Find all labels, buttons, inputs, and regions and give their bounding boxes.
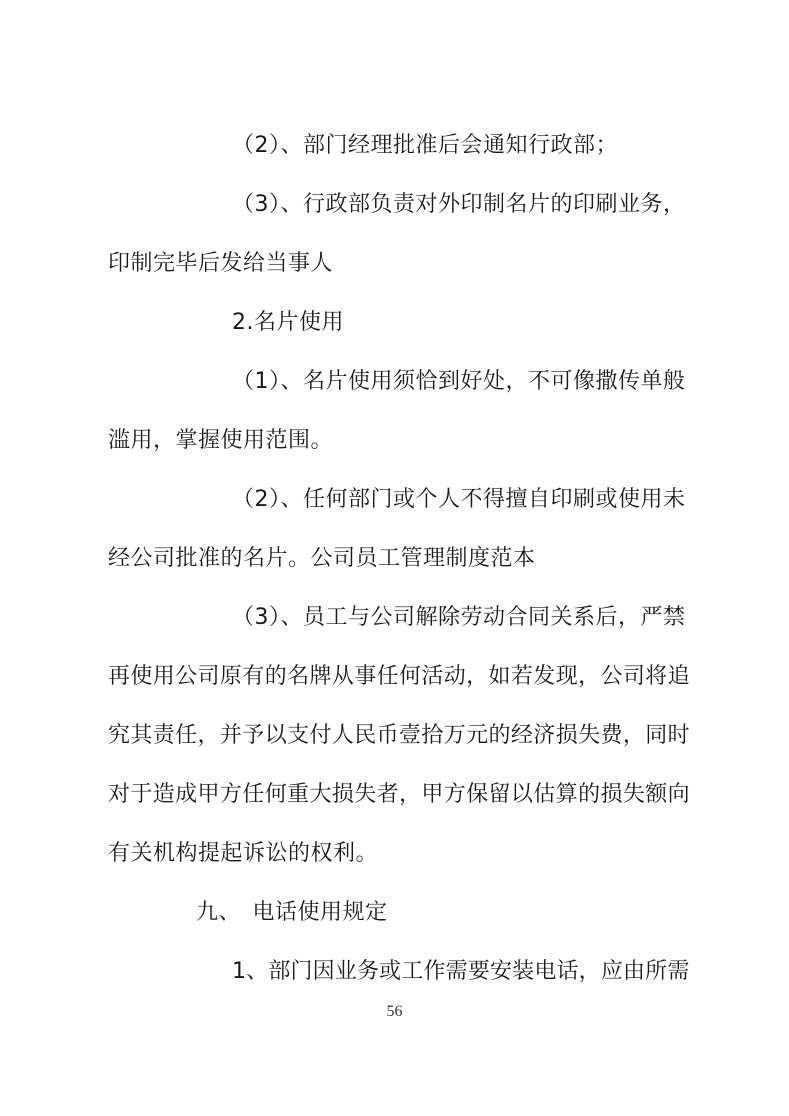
text-line: 究其责任，并予以支付人民币壹拾万元的经济损失费，同时 [108, 723, 691, 748]
text-line: 印制完毕后发给当事人 [108, 251, 334, 276]
text-line: （3）、员工与公司解除劳动合同关系后，严禁 [232, 605, 686, 630]
text-line: 有关机构提起诉讼的权利。 [108, 841, 379, 866]
text-line: （3）、行政部负责对外印制名片的印刷业务， [232, 192, 686, 217]
text-line: 对于造成甲方任何重大损失者，甲方保留以估算的损失额向 [108, 782, 691, 807]
text-line: 经公司批准的名片。公司员工管理制度范本 [108, 546, 536, 571]
text-line: 滥用，掌握使用范围。 [108, 428, 334, 453]
section-subheading: 2.名片使用 [232, 310, 344, 335]
page-number: 56 [386, 1003, 403, 1020]
text-line: （2）、部门经理批准后会通知行政部； [232, 133, 618, 158]
text-line: 再使用公司原有的名牌从事任何活动，如若发现，公司将追 [108, 664, 691, 689]
section-heading: 九、 电话使用规定 [196, 900, 388, 925]
text-line: （2）、任何部门或个人不得擅自印刷或使用未 [232, 487, 686, 512]
text-line: （1）、名片使用须恰到好处，不可像撒传单般 [232, 369, 686, 394]
text-line: 1、部门因业务或工作需要安装电话，应由所需 [232, 959, 690, 984]
